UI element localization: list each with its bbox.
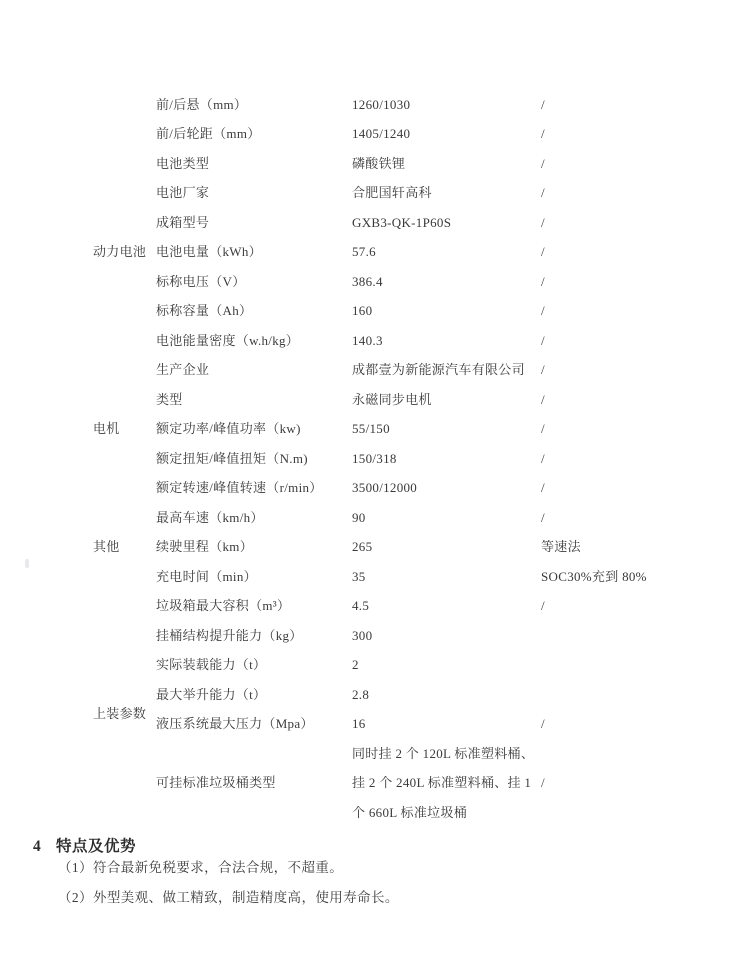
section-heading [33,834,136,856]
row-note: / [541,332,545,348]
table-row [0,532,750,562]
table-row [0,237,750,267]
section-number: 4 [33,838,42,855]
row-note: / [541,421,545,436]
row-label: 最高车速（km/h） [156,509,264,525]
row-label: 成箱型号 [156,214,210,230]
row-note: / [541,598,545,613]
row-note: / [541,303,545,318]
table-row [0,119,750,149]
table-row [0,178,750,208]
table-row [0,503,750,533]
table-row [0,650,750,680]
table-row [0,355,750,385]
row-value: 2.8 [352,686,370,702]
table-row [0,444,750,474]
row-label: 液压系统最大压力（Mpa） [156,716,314,731]
row-note: / [541,716,545,731]
row-value [352,739,534,828]
row-group-label: 动力电池 [93,244,147,259]
row-label: 电池能量密度（w.h/kg） [156,332,300,348]
row-value: 永磁同步电机 [352,391,432,407]
row-note: SOC30%充到 80% [541,568,647,584]
row-label: 类型 [156,391,183,407]
table-row [0,473,750,503]
row-value-line: 同时挂 2 个 120L 标准塑料桶、 [352,745,535,761]
spec-table [0,90,750,828]
row-value: 1260/1030 [352,96,411,112]
row-value: GXB3-QK-1P60S [352,214,452,230]
row-group-label: 电机 [93,421,120,436]
row-group-label: 其他 [93,539,120,554]
table-row [0,90,750,120]
row-value: 1405/1240 [352,126,411,141]
row-note: / [541,155,545,171]
row-value: 成都壹为新能源汽车有限公司 [352,362,525,377]
row-note: 等速法 [541,539,581,554]
row-value: 386.4 [352,273,383,289]
row-note: / [541,273,545,289]
row-value: 3500/12000 [352,480,418,495]
row-value: 16 [352,716,366,731]
row-label: 电池厂家 [156,185,210,200]
row-value: 35 [352,568,366,584]
table-row [0,296,750,326]
row-label: 垃圾箱最大容积（m³） [156,598,291,613]
row-value-line: 个 660L 标准垃圾桶 [352,804,468,820]
table-row [0,621,750,651]
table-row [0,149,750,179]
row-note: / [541,509,545,525]
table-row [0,208,750,238]
row-note: / [541,450,545,466]
row-label: 生产企业 [156,362,210,377]
row-note: / [541,214,545,230]
scan-artifact [25,559,29,568]
row-label: 电池电量（kWh） [156,244,262,259]
row-value: 90 [352,509,366,525]
table-row [0,385,750,415]
feature-list [58,857,399,917]
row-label: 可挂标准垃圾桶类型 [156,774,276,790]
row-label: 实际装载能力（t） [156,657,267,672]
row-label: 额定转速/峰值转速（r/min） [156,480,323,495]
row-value: 57.6 [352,244,376,259]
row-note: / [541,244,545,259]
row-value: 160 [352,303,373,318]
row-value: 140.3 [352,332,383,348]
row-note: / [541,96,545,112]
table-row [0,414,750,444]
row-label: 额定扭矩/峰值扭矩（N.m) [156,450,308,466]
row-note: / [541,775,545,790]
row-value: 265 [352,539,373,554]
row-note: / [541,480,545,495]
row-note: / [541,362,545,377]
section-title: 特点及优势 [56,838,137,855]
table-row [0,739,750,828]
row-value-line: 挂 2 个 240L 标准塑料桶、挂 1 [352,775,532,790]
row-label: 前/后轮距（mm） [156,126,261,141]
row-label: 额定功率/峰值功率（kw) [156,421,301,436]
row-label: 电池类型 [156,155,210,171]
row-label: 标称容量（Ah） [156,303,253,318]
row-label: 充电时间（min） [156,568,257,584]
row-value: 合肥国轩高科 [352,185,432,200]
row-value: 2 [352,657,359,672]
row-note: / [541,126,545,141]
row-label: 最大举升能力（t） [156,686,267,702]
table-row [0,267,750,297]
feature-item: （1）符合最新免税要求，合法合规，不超重。 [58,860,344,875]
table-row [0,326,750,356]
row-label: 标称电压（V） [156,273,246,289]
row-value: 150/318 [352,450,397,466]
row-label: 续驶里程（km） [156,539,254,554]
row-note: / [541,391,545,407]
feature-item: （2）外型美观、做工精致，制造精度高，使用寿命长。 [58,890,399,905]
row-group-label: 上装参数 [93,705,147,721]
row-value: 55/150 [352,421,390,436]
row-note: / [541,185,545,200]
row-value: 4.5 [352,598,370,613]
table-row [0,591,750,621]
table-row [0,705,750,739]
row-label: 前/后悬（mm） [156,96,248,112]
row-label: 挂桶结构提升能力（kg） [156,627,303,643]
row-value: 300 [352,627,373,643]
row-value: 磷酸铁锂 [352,155,406,171]
table-row [0,562,750,592]
